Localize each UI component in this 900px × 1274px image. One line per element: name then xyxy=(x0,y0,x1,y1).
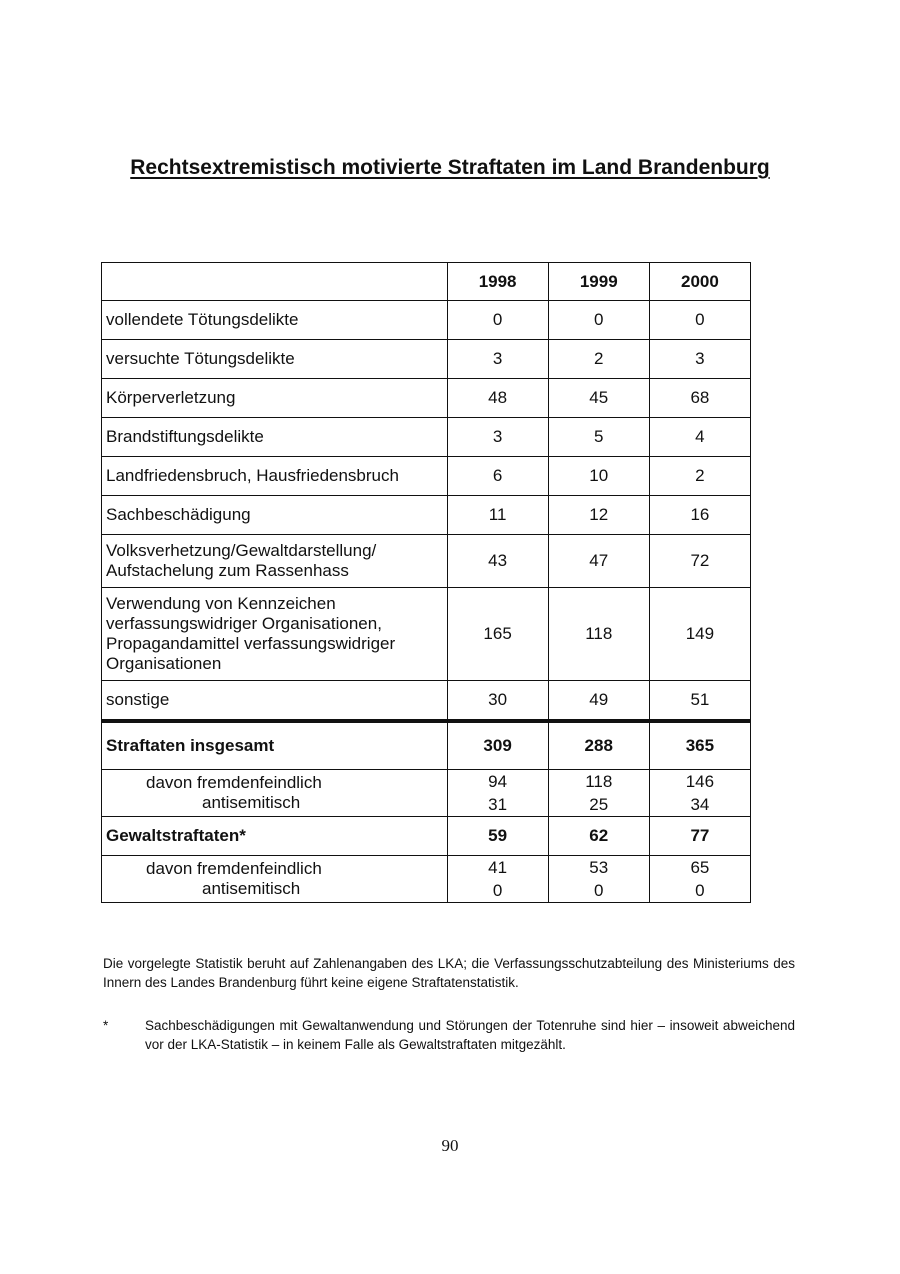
footnote-violent-crimes xyxy=(103,1016,795,1054)
breakdown-labels xyxy=(102,770,448,817)
row-label: sonstige xyxy=(102,681,448,722)
cell-value: 5 xyxy=(548,418,649,457)
cell-value: 51 xyxy=(649,681,750,722)
cell-value: 118 xyxy=(548,588,649,681)
breakdown-cell xyxy=(649,856,750,903)
table-row xyxy=(102,340,751,379)
cell-value: 0 xyxy=(447,301,548,340)
row-label: Verwendung von Kennzeichen verfassungswidriger Organisationen, Propagandamittel verfassungswidriger Organisationen xyxy=(102,588,448,681)
row-label: vollendete Tötungsdelikte xyxy=(102,301,448,340)
sub-label-antisemitic: antisemitisch xyxy=(202,793,301,812)
row-label: versuchte Tötungsdelikte xyxy=(102,340,448,379)
footnote-text: Sachbeschädigungen mit Gewaltanwendung und Störungen der Totenruhe sind hier – insoweit abweichend vor der LKA-Statistik – in keinem Falle als Gewaltstraftaten mitgezählt. xyxy=(145,1018,795,1052)
cell-value: 146 xyxy=(685,772,715,791)
crime-statistics-table xyxy=(101,262,751,903)
cell-value: 0 xyxy=(548,301,649,340)
breakdown-labels xyxy=(102,856,448,903)
table-row xyxy=(102,379,751,418)
violent-value: 59 xyxy=(447,817,548,856)
row-label: Brandstiftungsdelikte xyxy=(102,418,448,457)
footnote-marker: * xyxy=(103,1018,109,1033)
cell-value: 6 xyxy=(447,457,548,496)
header-empty-cell xyxy=(102,263,448,301)
total-row xyxy=(102,721,751,770)
total-value: 309 xyxy=(447,721,548,770)
sub-label-xenophobic: davon fremdenfeindlich xyxy=(146,773,322,792)
row-label: Körperverletzung xyxy=(102,379,448,418)
cell-value: 118 xyxy=(585,772,613,791)
cell-value: 3 xyxy=(447,340,548,379)
cell-value: 0 xyxy=(492,881,503,900)
row-label: Landfriedensbruch, Hausfriedensbruch xyxy=(102,457,448,496)
cell-value: 30 xyxy=(447,681,548,722)
table-row xyxy=(102,457,751,496)
cell-value: 3 xyxy=(447,418,548,457)
table-header-row xyxy=(102,263,751,301)
table-row xyxy=(102,681,751,722)
breakdown-cell xyxy=(548,770,649,817)
cell-value: 53 xyxy=(589,858,609,877)
violent-breakdown-row xyxy=(102,856,751,903)
cell-value: 2 xyxy=(548,340,649,379)
page-number: 90 xyxy=(441,1136,459,1155)
breakdown-cell xyxy=(548,856,649,903)
cell-value: 72 xyxy=(649,535,750,588)
total-value: 365 xyxy=(649,721,750,770)
cell-value: 0 xyxy=(695,881,705,900)
cell-value: 11 xyxy=(447,496,548,535)
cell-value: 16 xyxy=(649,496,750,535)
cell-value: 4 xyxy=(649,418,750,457)
cell-value: 34 xyxy=(690,795,710,814)
cell-value: 0 xyxy=(594,881,604,900)
cell-value: 2 xyxy=(649,457,750,496)
violent-value: 62 xyxy=(548,817,649,856)
table-row xyxy=(102,496,751,535)
cell-value: 45 xyxy=(548,379,649,418)
violent-crimes-row xyxy=(102,817,751,856)
cell-value: 25 xyxy=(589,795,609,814)
cell-value: 10 xyxy=(548,457,649,496)
total-label: Straftaten insgesamt xyxy=(102,721,448,770)
breakdown-cell xyxy=(447,856,548,903)
cell-value: 48 xyxy=(447,379,548,418)
row-label: Volksverhetzung/Gewaltdarstellung/ Aufstachelung zum Rassenhass xyxy=(102,535,448,588)
cell-value: 49 xyxy=(548,681,649,722)
cell-value: 165 xyxy=(447,588,548,681)
table-row xyxy=(102,418,751,457)
cell-value: 68 xyxy=(649,379,750,418)
cell-value: 149 xyxy=(649,588,750,681)
total-value: 288 xyxy=(548,721,649,770)
total-breakdown-row xyxy=(102,770,751,817)
footnote-source: Die vorgelegte Statistik beruht auf Zahlenangaben des LKA; die Verfassungsschutzabteilung des Ministeriums des Innern des Landes Brandenburg führt keine eigene Straftatenstatistik. xyxy=(103,956,795,990)
breakdown-cell xyxy=(447,770,548,817)
cell-value: 65 xyxy=(690,858,710,877)
cell-value: 41 xyxy=(488,858,508,877)
cell-value: 12 xyxy=(548,496,649,535)
cell-value: 31 xyxy=(488,795,508,814)
page-title: Rechtsextremistisch motivierte Straftaten im Land Brandenburg xyxy=(130,156,770,179)
breakdown-cell xyxy=(649,770,750,817)
cell-value: 47 xyxy=(548,535,649,588)
year-header: 2000 xyxy=(649,263,750,301)
cell-value: 43 xyxy=(447,535,548,588)
table-row xyxy=(102,588,751,681)
table-row xyxy=(102,301,751,340)
year-header: 1998 xyxy=(447,263,548,301)
violent-value: 77 xyxy=(649,817,750,856)
cell-value: 94 xyxy=(488,772,508,791)
violent-label: Gewaltstraftaten* xyxy=(102,817,448,856)
row-label: Sachbeschädigung xyxy=(102,496,448,535)
cell-value: 0 xyxy=(649,301,750,340)
sub-label-antisemitic: antisemitisch xyxy=(202,879,301,898)
sub-label-xenophobic: davon fremdenfeindlich xyxy=(146,859,322,878)
table-row xyxy=(102,535,751,588)
year-header: 1999 xyxy=(548,263,649,301)
cell-value: 3 xyxy=(649,340,750,379)
